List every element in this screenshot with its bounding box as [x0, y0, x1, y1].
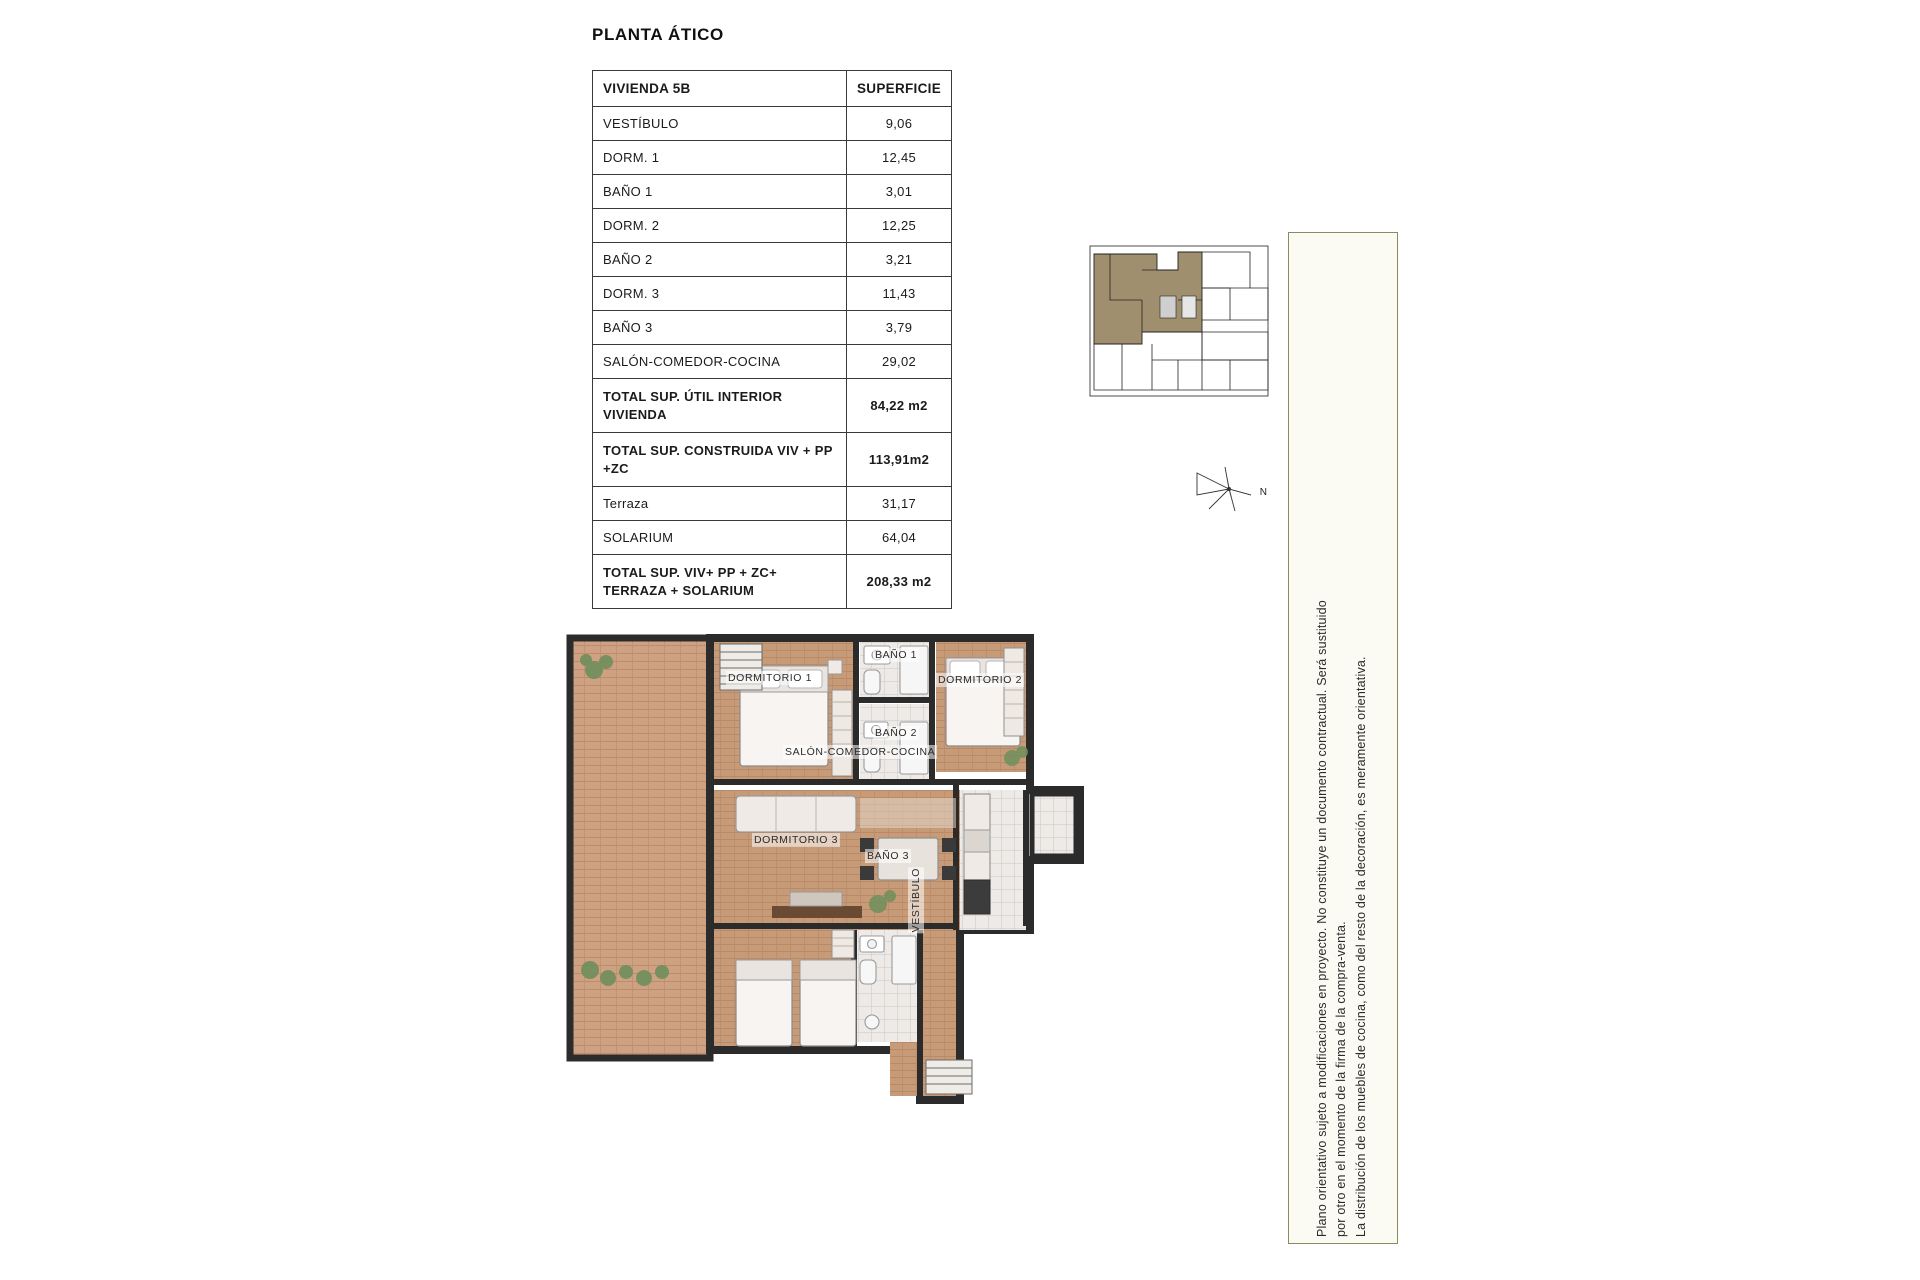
row-name: DORM. 1: [593, 141, 847, 175]
row-name: TOTAL SUP. ÚTIL INTERIOR VIVIENDA: [593, 379, 847, 433]
table-header-value: SUPERFICIE: [846, 71, 951, 107]
table-row-total: [593, 433, 952, 487]
row-value: 113,91m2: [846, 433, 951, 487]
disclaimer-line-2: por otro en el momento de la firma de la compra-venta.: [1334, 921, 1349, 1237]
compass-north-label: N: [1259, 487, 1267, 498]
row-name: BAÑO 1: [593, 175, 847, 209]
row-value: 3,01: [846, 175, 951, 209]
room-label-bano-2: BAÑO 2: [875, 727, 918, 739]
room-label-bano-1: BAÑO 1: [875, 649, 918, 661]
floor-plan-svg: [560, 630, 1260, 1250]
disclaimer-lines: [1313, 237, 1371, 1237]
row-value: 3,21: [846, 243, 951, 277]
terrace-area: [570, 638, 710, 1058]
row-name: SOLARIUM: [593, 521, 847, 555]
table-row-total: [593, 379, 952, 433]
row-value: 29,02: [846, 345, 951, 379]
compass-rose-icon: [1195, 465, 1265, 520]
row-name: TOTAL SUP. VIV+ PP + ZC+ TERRAZA + SOLARIUM: [593, 555, 847, 609]
table-row: [593, 175, 952, 209]
table-row: [593, 487, 952, 521]
row-name: VESTÍBULO: [593, 107, 847, 141]
table-row: [593, 521, 952, 555]
table-row: [593, 107, 952, 141]
room-label-dormitorio-1: DORMITORIO 1: [728, 672, 813, 684]
table-row: [593, 243, 952, 277]
table-header-name: VIVIENDA 5B: [593, 71, 847, 107]
key-plan-svg: [1082, 240, 1287, 415]
table-row: [593, 141, 952, 175]
room-label-salon: SALÓN-COMEDOR-COCINA: [785, 746, 936, 758]
row-value: 64,04: [846, 521, 951, 555]
table-row-total: [593, 555, 952, 609]
disclaimer-box: [1288, 232, 1398, 1244]
table-header-row: [593, 71, 952, 107]
row-name: TOTAL SUP. CONSTRUIDA VIV + PP +ZC: [593, 433, 847, 487]
page-title: PLANTA ÁTICO: [592, 25, 724, 44]
row-value: 3,79: [846, 311, 951, 345]
row-name: SALÓN-COMEDOR-COCINA: [593, 345, 847, 379]
table-row: [593, 311, 952, 345]
room-label-bano-3: BAÑO 3: [867, 850, 910, 862]
table-row: [593, 277, 952, 311]
balcony: [1032, 794, 1076, 856]
row-name: DORM. 3: [593, 277, 847, 311]
areas-table-body: [593, 71, 952, 609]
room-label-dormitorio-3: DORMITORIO 3: [754, 834, 839, 846]
table-row: [593, 209, 952, 243]
room-label-vestibulo: VESTÍBULO: [910, 868, 922, 933]
row-name: BAÑO 2: [593, 243, 847, 277]
floor-plan: [560, 630, 1260, 1250]
room-label-dormitorio-2: DORMITORIO 2: [938, 674, 1023, 686]
row-name: DORM. 2: [593, 209, 847, 243]
row-value: 208,33 m2: [846, 555, 951, 609]
areas-table: [592, 70, 952, 609]
row-value: 31,17: [846, 487, 951, 521]
disclaimer-text-rotated: [1289, 233, 1395, 1241]
disclaimer-line-1: Plano orientativo sujeto a modificaciones en proyecto. No constituye un documento contractual. Será sustituido: [1314, 600, 1329, 1237]
row-value: 84,22 m2: [846, 379, 951, 433]
table-row: [593, 345, 952, 379]
row-value: 12,25: [846, 209, 951, 243]
compass: [1195, 465, 1265, 520]
row-name: Terraza: [593, 487, 847, 521]
disclaimer-line-3: La distribución de los muebles de cocina, como del resto de la decoración, es meramente orientativa.: [1353, 656, 1368, 1237]
row-value: 9,06: [846, 107, 951, 141]
row-value: 12,45: [846, 141, 951, 175]
key-plan: [1082, 240, 1287, 415]
row-name: BAÑO 3: [593, 311, 847, 345]
row-value: 11,43: [846, 277, 951, 311]
